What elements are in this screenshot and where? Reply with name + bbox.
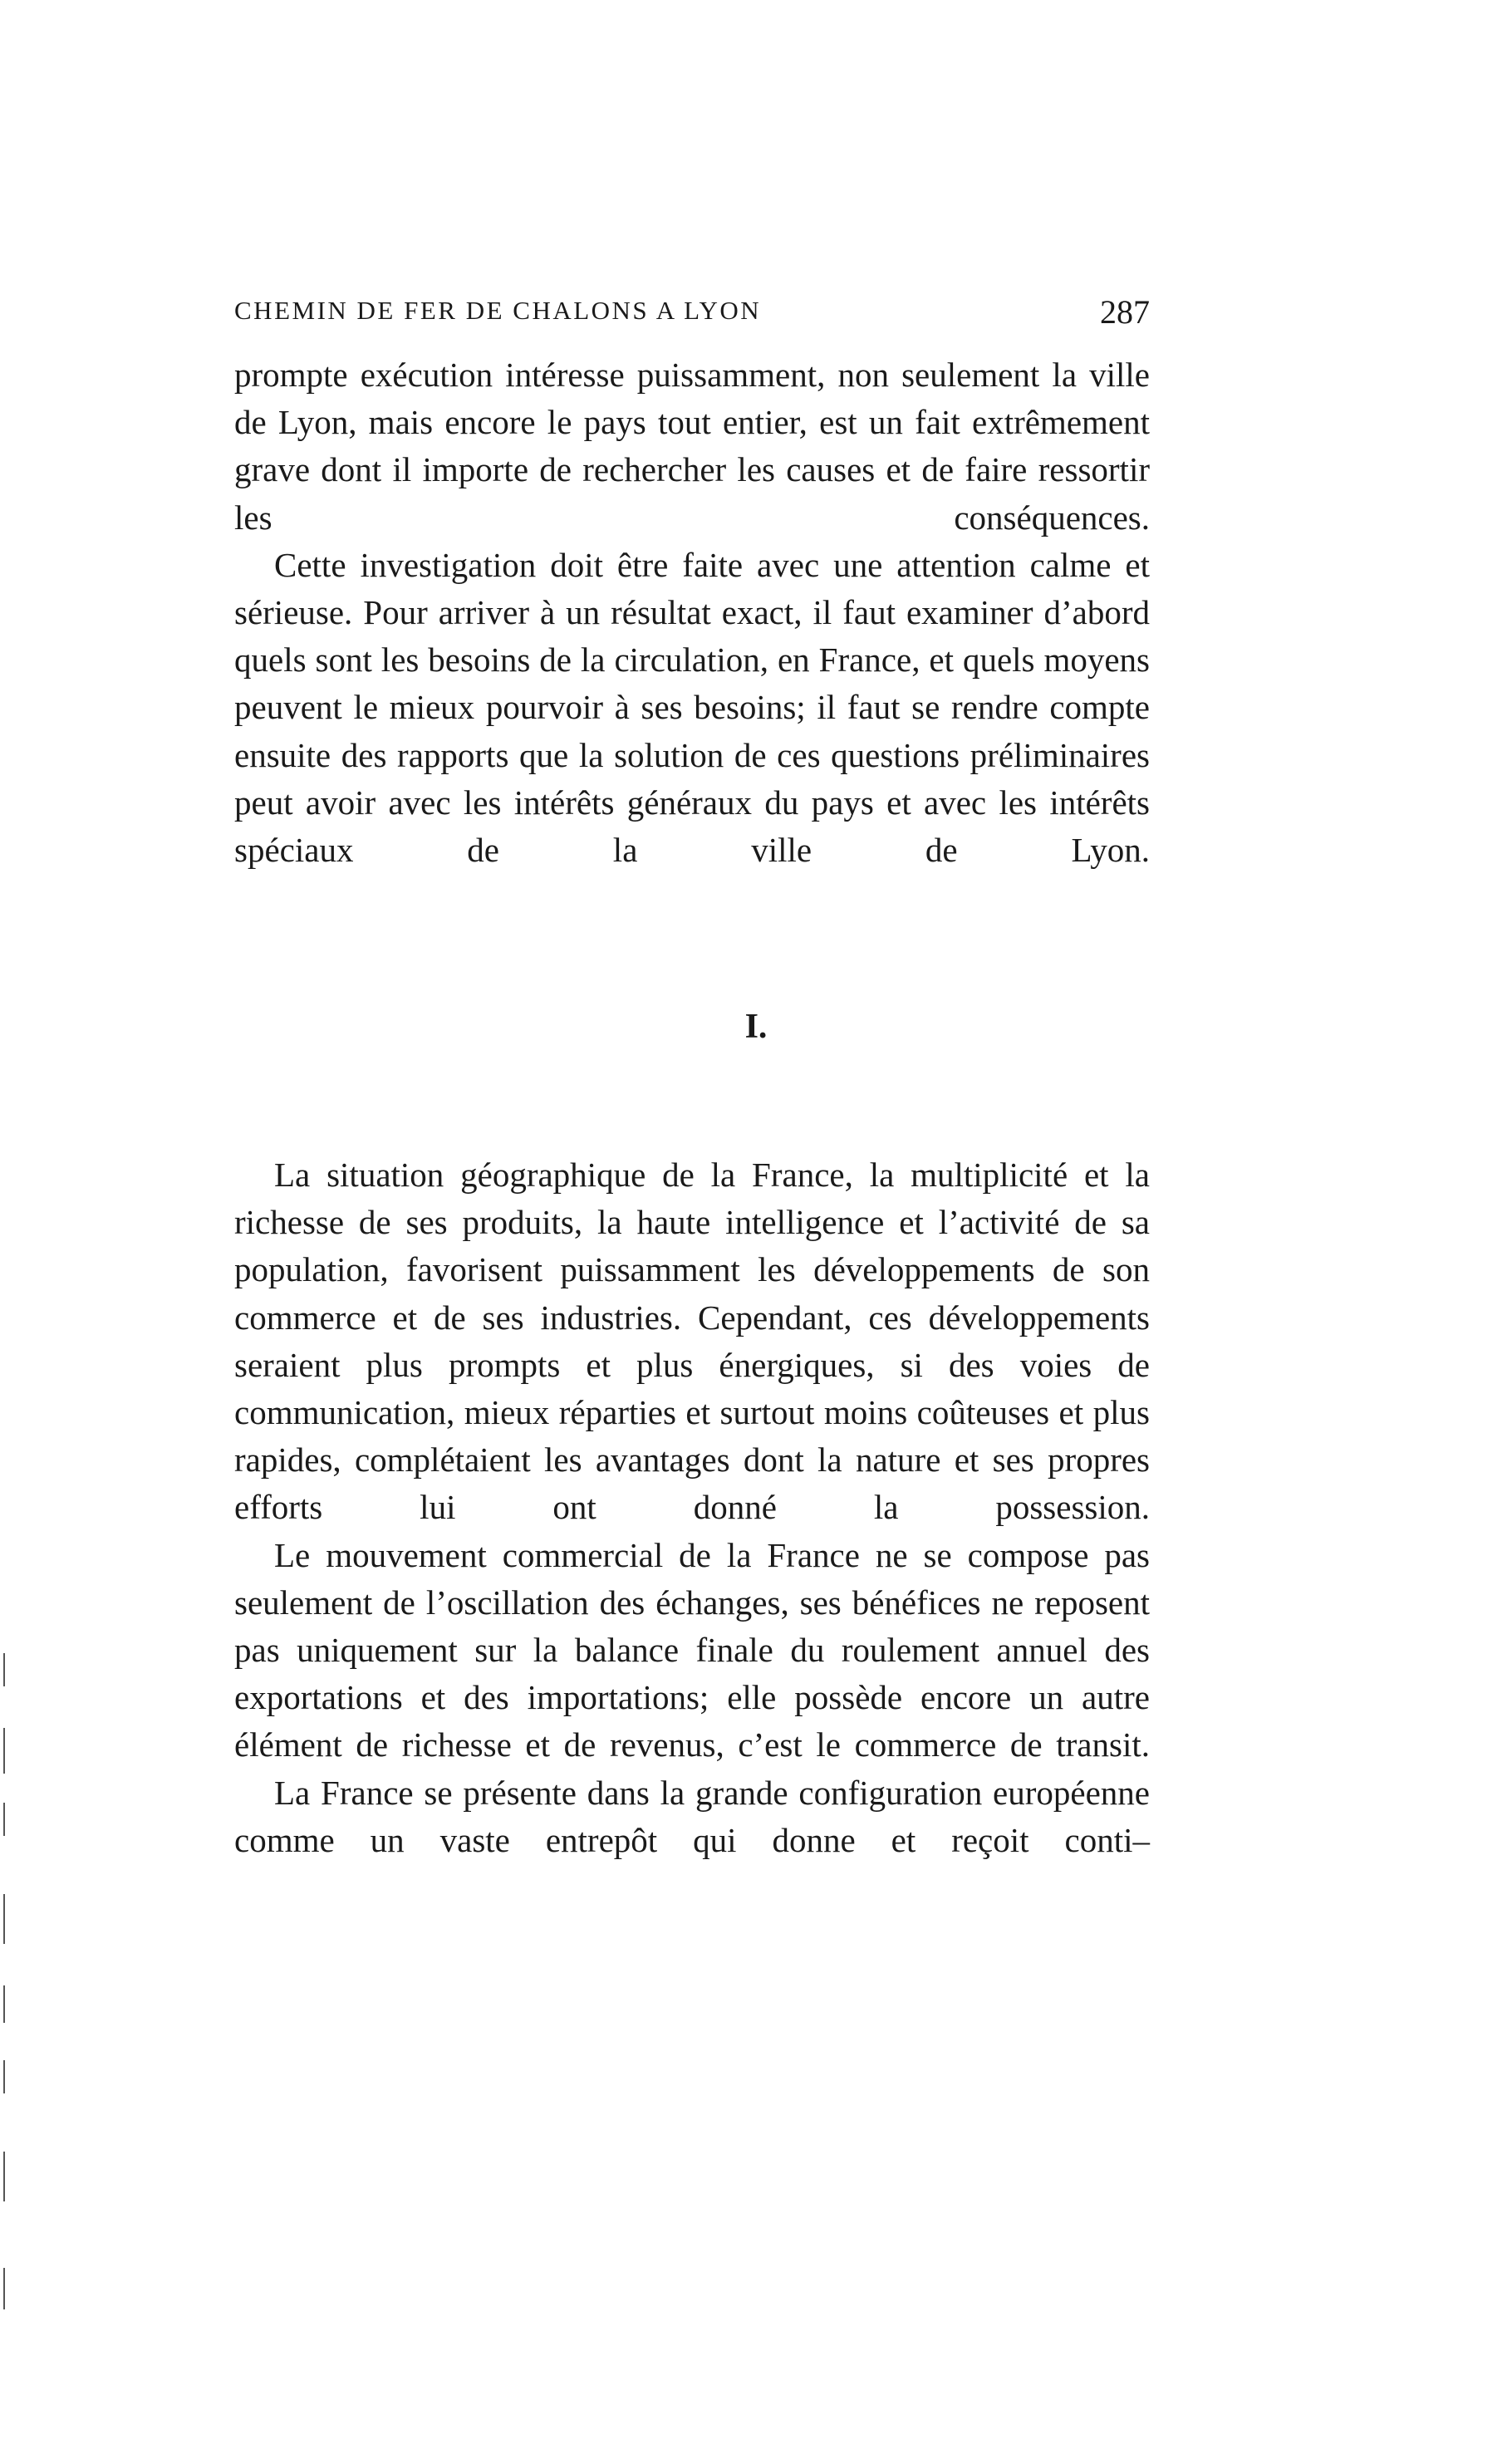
scan-edge-mark <box>3 1985 5 2023</box>
paragraph: Cette investigation doit être faite avec une attention calme et sérieuse. Pour arriver à un résultat exact, il faut examiner d’abord quels sont les besoins de la circulation, en France, et quels moyens peuvent le mieux pourvoir à ses besoins; il faut se rendre compte ensuite des rapports que la solution de ces questions préliminaires peut avoir avec les intérêts généraux du pays et avec les intérêts spéciaux de la ville de Lyon. <box>234 545 1150 870</box>
scan-edge-mark <box>3 1803 5 1836</box>
page-number: 287 <box>1100 293 1150 331</box>
scan-edge-mark <box>3 1653 5 1686</box>
section-heading: I. <box>744 1008 768 1046</box>
scan-edge-mark <box>3 1728 5 1774</box>
scan-edge-marks <box>3 1653 8 2318</box>
running-title: CHEMIN DE FER DE CHALONS A LYON <box>234 296 762 325</box>
scan-edge-mark <box>3 2152 5 2201</box>
text-block-bottom <box>234 1151 1150 1864</box>
scan-edge-mark <box>3 2060 5 2093</box>
scan-edge-mark <box>3 2268 5 2309</box>
paragraph: Le mouvement commercial de la France ne se compose pas seulement de l’oscillation des échanges, ses bénéfices ne reposent pas uniquement sur la balance finale du roulement annuel des exportations et des importations; elle possède encore un autre élément de richesse et de revenus, c’est le commerce de transit. <box>234 1535 1150 1764</box>
scan-edge-mark <box>3 1894 5 1944</box>
paragraph: prompte exécution intéresse puissamment, non seulement la ville de Lyon, mais encore le pays tout entier, est un fait extrêmement grave dont il importe de rechercher les causes et de faire ressortir les conséquences. <box>234 356 1150 537</box>
paragraph: La situation géographique de la France, la multiplicité et la richesse de ses produits, la haute intelligence et l’activité de sa population, favorisent puissamment les développements de son commerce et de ses industries. Cependant, ces développements seraient plus prompts et plus énergiques, si des voies de communication, mieux réparties et surtout moins coûteuses et plus rapides, complétaient les avantages dont la nature et ses propres efforts lui ont donné la possession. <box>234 1156 1150 1527</box>
running-head <box>234 292 1150 334</box>
paragraph: La France se présente dans la grande configuration européenne comme un vaste entrepôt qui donne et reçoit conti– <box>234 1773 1150 1859</box>
text-block-top <box>234 351 1150 874</box>
